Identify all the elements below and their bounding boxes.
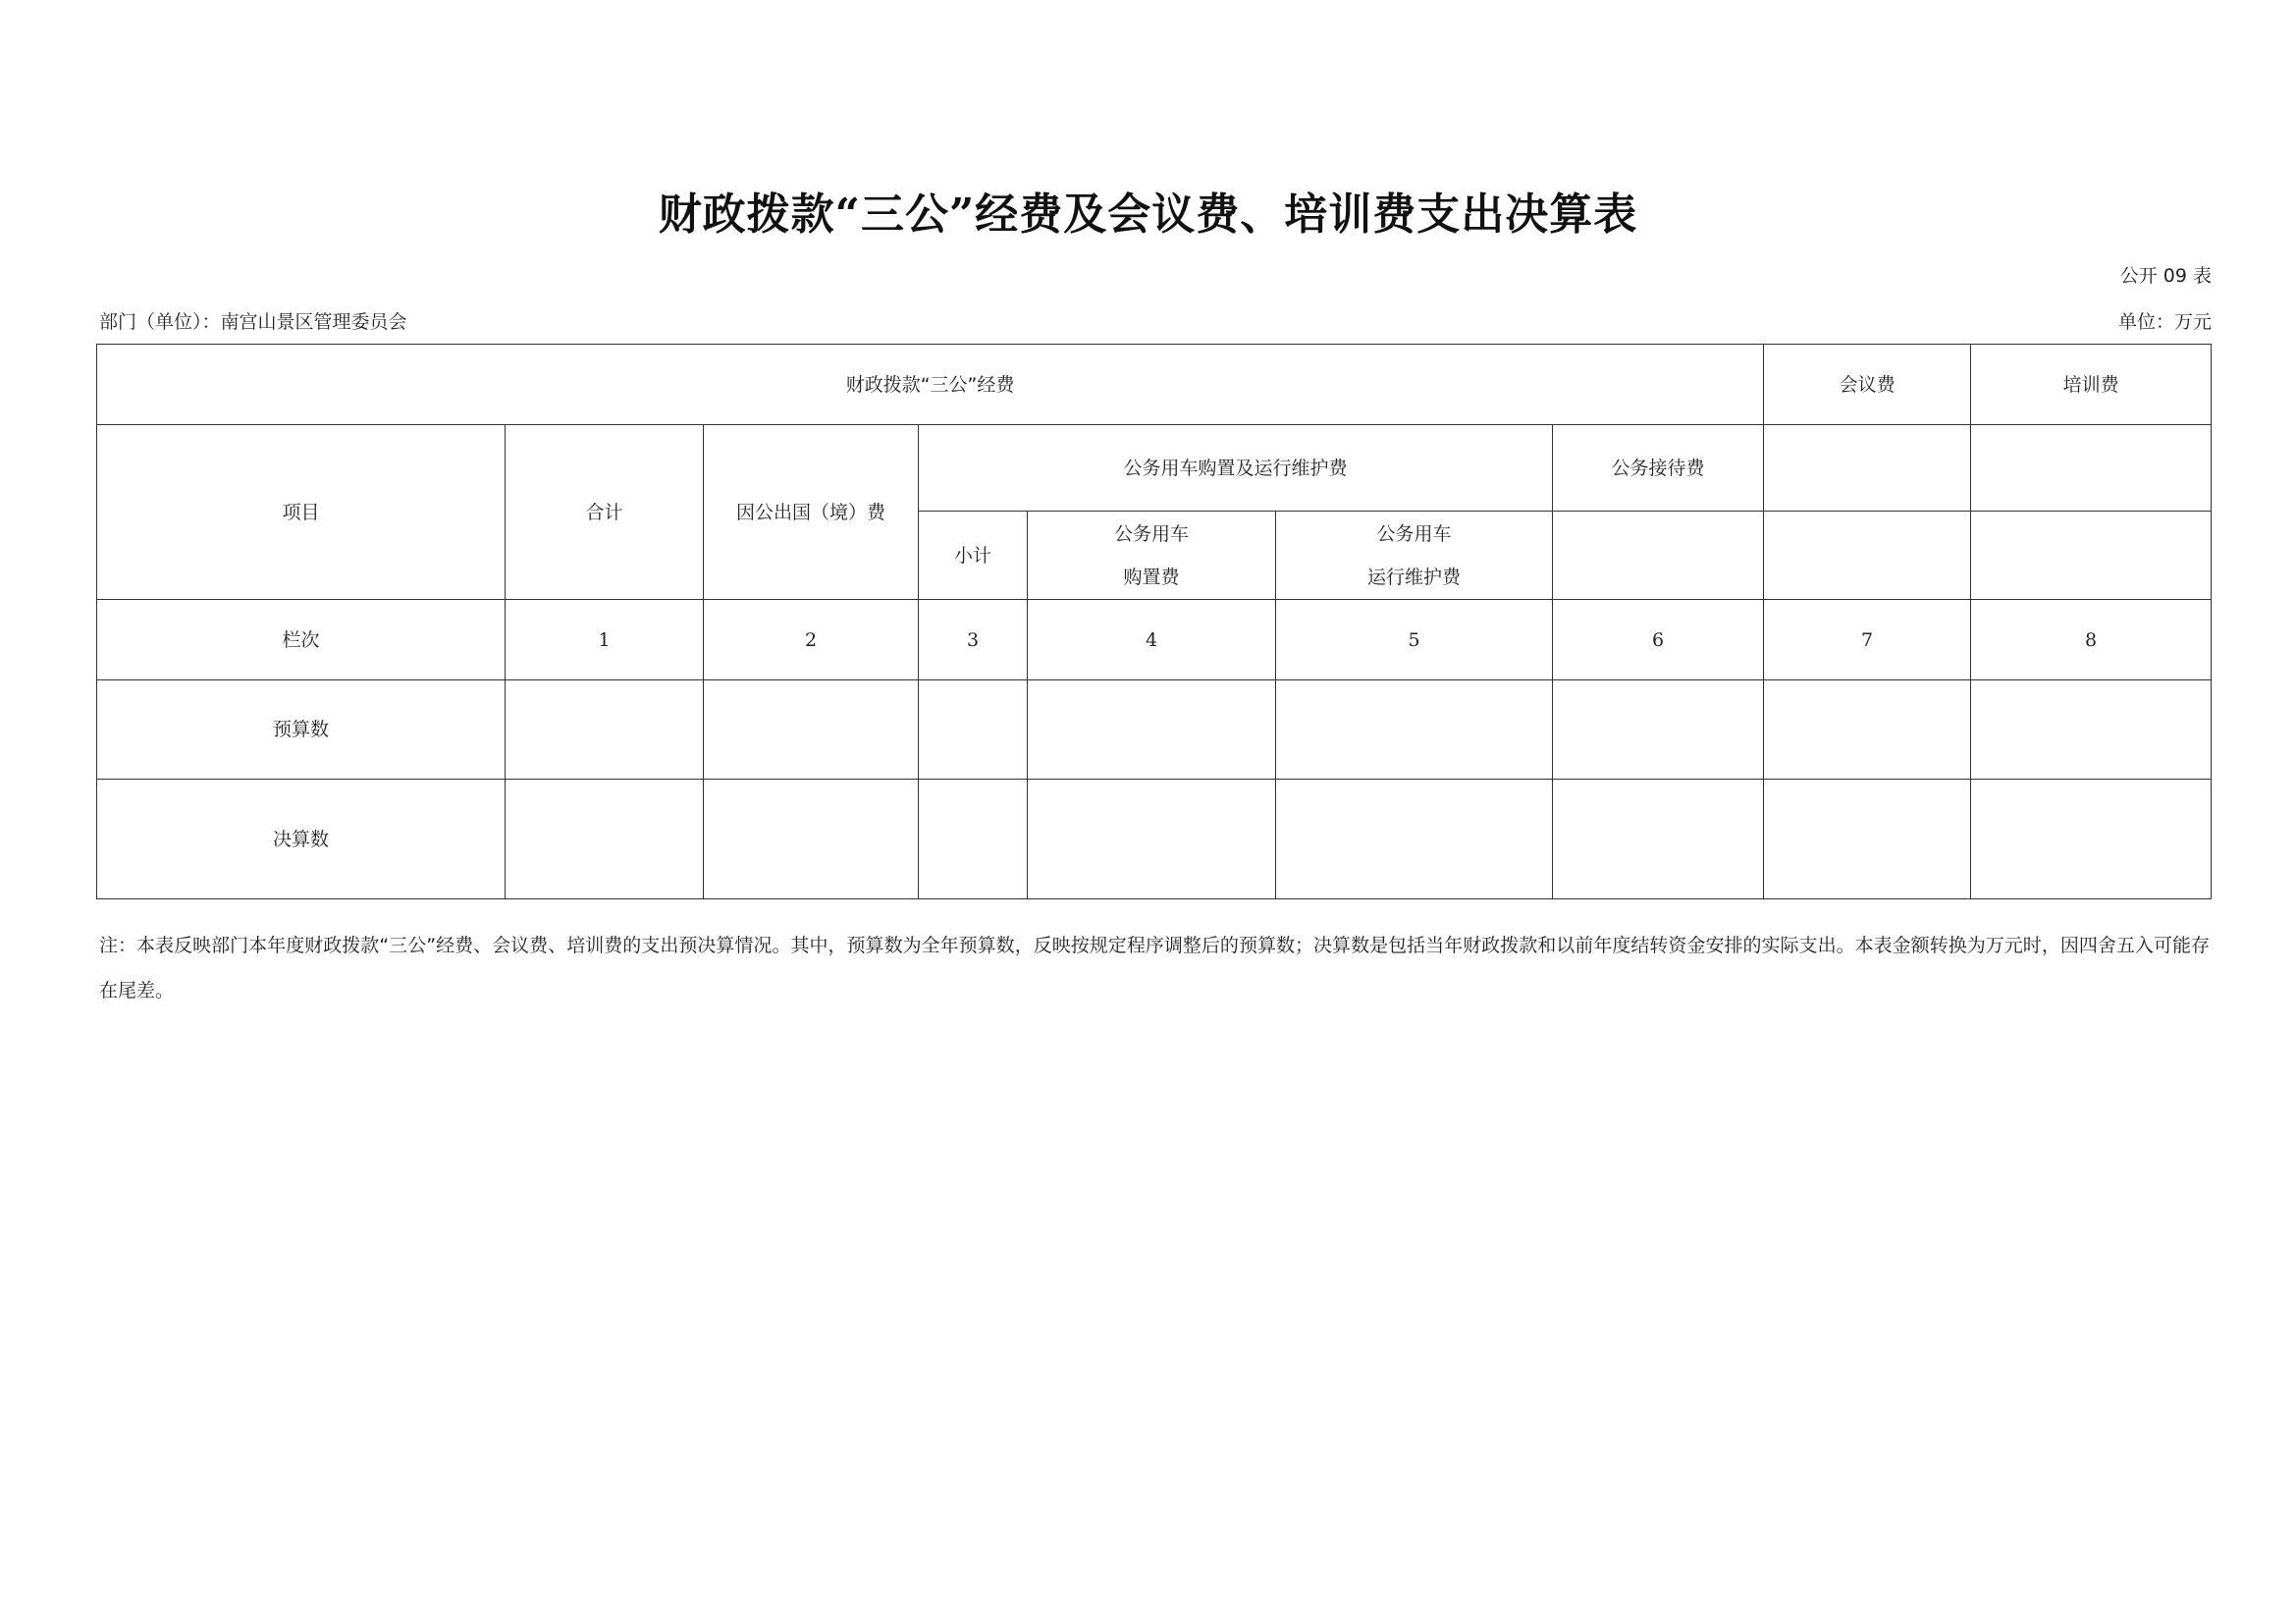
header-abroad: 因公出国（境）费: [704, 425, 919, 600]
table-cell: [704, 680, 919, 780]
form-number: 公开 09 表: [2119, 265, 2212, 287]
header-meeting: 会议费: [1764, 345, 1971, 425]
table-cell: [1028, 680, 1276, 780]
header-vehicle-maint-line1: 公务用车: [1376, 522, 1452, 545]
table-cell: [1553, 680, 1764, 780]
row-label-budget: 预算数: [97, 680, 506, 780]
column-number: 6: [1553, 600, 1764, 680]
header-vehicle: 公务用车购置及运行维护费: [919, 425, 1553, 512]
table-cell: [704, 780, 919, 899]
column-number: 3: [919, 600, 1028, 680]
column-number-label: 栏次: [97, 600, 506, 680]
header-reception-blank: [1553, 512, 1764, 600]
header-sangong: 财政拨款“三公”经费: [97, 345, 1764, 425]
header-item: 项目: [97, 425, 506, 600]
header-subtotal: 小计: [919, 512, 1028, 600]
table-row: [97, 680, 2212, 780]
header-total: 合计: [506, 425, 704, 600]
table-cell: [1971, 680, 2212, 780]
table-cell: [1764, 780, 1971, 899]
header-vehicle-purchase: [1028, 512, 1276, 600]
table-cell: [1764, 680, 1971, 780]
header-meeting-blank-2: [1764, 512, 1971, 600]
column-number: 5: [1276, 600, 1553, 680]
table-cell: [1276, 780, 1553, 899]
table-cell: [919, 780, 1028, 899]
header-row-2: [97, 425, 2212, 512]
table-cell: [1028, 780, 1276, 899]
page-title: 财政拨款“三公”经费及会议费、培训费支出决算表: [658, 189, 1638, 240]
header-training: 培训费: [1971, 345, 2212, 425]
column-number: 8: [1971, 600, 2212, 680]
header-reception: 公务接待费: [1553, 425, 1764, 512]
table-cell: [1276, 680, 1553, 780]
header-vehicle-maint: [1276, 512, 1553, 600]
expenditure-table: [96, 344, 2212, 899]
column-number: 4: [1028, 600, 1276, 680]
unit-label: 单位：万元: [2117, 311, 2212, 333]
header-meeting-blank: [1764, 425, 1971, 512]
header-training-blank: [1971, 425, 2212, 512]
table-cell: [1553, 780, 1764, 899]
row-label-final: 决算数: [97, 780, 506, 899]
department-label: 部门（单位）：南宫山景区管理委员会: [99, 311, 407, 333]
column-number: 2: [704, 600, 919, 680]
header-row-1: [97, 345, 2212, 425]
table-cell: [506, 780, 704, 899]
header-vehicle-purchase-line2: 购置费: [1123, 566, 1180, 588]
table-cell: [506, 680, 704, 780]
table-cell: [919, 680, 1028, 780]
column-number: 1: [506, 600, 704, 680]
header-training-blank-2: [1971, 512, 2212, 600]
header-vehicle-maint-line2: 运行维护费: [1366, 566, 1461, 588]
column-number: 7: [1764, 600, 1971, 680]
table-row: [97, 780, 2212, 899]
column-number-row: [97, 600, 2212, 680]
table-cell: [1971, 780, 2212, 899]
header-vehicle-purchase-line1: 公务用车: [1113, 522, 1189, 545]
footnote: 注：本表反映部门本年度财政拨款“三公”经费、会议费、培训费的支出预决算情况。其中，预算数为全年预算数，反映按规定程序调整后的预算数；决算数是包括当年财政拨款和以前年度结转资金安排的实际支出。本表金额转换为万元时，因四舍五入可能存在尾差。: [99, 935, 2210, 1001]
